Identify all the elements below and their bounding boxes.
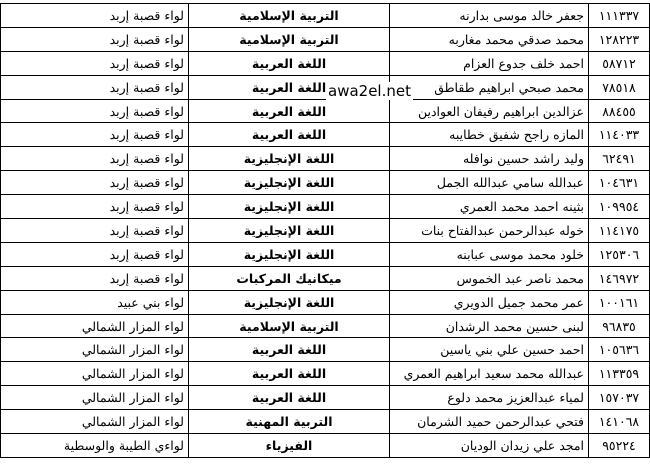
name-cell: فتحي عبدالرحمن حميد الشرمان <box>390 410 589 434</box>
id-cell: ١٠٩٩٥٤ <box>589 195 650 219</box>
district-cell: لواء قصبة إربد <box>1 195 189 219</box>
specialization-cell: التربية المهنية <box>189 410 390 434</box>
table-row <box>1 75 650 99</box>
table-row <box>1 4 650 28</box>
id-cell: ٧٨٥١٨ <box>589 75 650 99</box>
district-cell: لواء قصبة إربد <box>1 219 189 243</box>
id-cell: ١١٤١٧٥ <box>589 219 650 243</box>
specialization-cell: اللغة العربية <box>189 123 390 147</box>
name-cell: عبدالله محمد سعيد ابراهيم العمري <box>390 362 589 386</box>
table-row <box>1 314 650 338</box>
table-row <box>1 386 650 410</box>
district-cell: لواء قصبة إربد <box>1 171 189 195</box>
name-cell: احمد حسين علي بني ياسين <box>390 338 589 362</box>
specialization-cell: التربية الإسلامية <box>189 27 390 51</box>
specialization-cell: اللغة العربية <box>189 51 390 75</box>
district-cell: لواء المزار الشمالي <box>1 386 189 410</box>
table-row <box>1 147 650 171</box>
specialization-cell: اللغة الإنجليزية <box>189 242 390 266</box>
table-row <box>1 362 650 386</box>
district-cell: لواءي الطيبة والوسطية <box>1 434 189 458</box>
table-row <box>1 99 650 123</box>
name-cell: محمد ناصر عبد الخموس <box>390 266 589 290</box>
name-cell: عمر محمد جميل الدويري <box>390 290 589 314</box>
specialization-cell: اللغة العربية <box>189 386 390 410</box>
district-cell: لواء قصبة إربد <box>1 147 189 171</box>
id-cell: ١٠٤٦٣١ <box>589 171 650 195</box>
table-row <box>1 123 650 147</box>
name-cell: لمياء عبدالعزيز محمد دلوع <box>390 386 589 410</box>
id-cell: ١٠٠١٦١ <box>589 290 650 314</box>
district-cell: لواء قصبة إربد <box>1 242 189 266</box>
name-cell: عزالدين ابراهيم رفيفان العوادين <box>390 99 589 123</box>
district-cell: لواء المزار الشمالي <box>1 338 189 362</box>
name-cell: محمد صدقي محمد مغاربه <box>390 27 589 51</box>
name-cell: خوله عبدالرحمن عبدالفتاح بنات <box>390 219 589 243</box>
district-cell: لواء المزار الشمالي <box>1 314 189 338</box>
table-body <box>1 4 650 458</box>
district-cell: لواء المزار الشمالي <box>1 410 189 434</box>
table-row <box>1 434 650 458</box>
table-row <box>1 242 650 266</box>
specialization-cell: اللغة الإنجليزية <box>189 171 390 195</box>
id-cell: ٩٦٨٣٥ <box>589 314 650 338</box>
specialization-cell: الفيزياء <box>189 434 390 458</box>
name-cell: محمد صبحي ابراهيم طقاطق <box>390 75 589 99</box>
watermark: awa2el.net <box>328 82 411 100</box>
specialization-cell: اللغة الإنجليزية <box>189 290 390 314</box>
table-row <box>1 171 650 195</box>
district-cell: لواء قصبة إربد <box>1 51 189 75</box>
district-cell: لواء قصبة إربد <box>1 123 189 147</box>
table-row <box>1 51 650 75</box>
table-row <box>1 266 650 290</box>
name-cell: جعفر خالد موسى بدارنه <box>390 4 589 28</box>
id-cell: ٩٥٢٢٤ <box>589 434 650 458</box>
table-row <box>1 338 650 362</box>
id-cell: ٦٢٤٩١ <box>589 147 650 171</box>
district-cell: لواء قصبة إربد <box>1 27 189 51</box>
id-cell: ١٥٧٠٣٧ <box>589 386 650 410</box>
district-cell: لواء قصبة إربد <box>1 4 189 28</box>
specialization-cell: اللغة العربية <box>189 99 390 123</box>
id-cell: ١٢٨٢٢٣ <box>589 27 650 51</box>
specialization-cell: التربية الإسلامية <box>189 4 390 28</box>
table-row <box>1 195 650 219</box>
specialization-cell: اللغة العربية <box>189 338 390 362</box>
name-cell: خلود محمد موسى عبابنه <box>390 242 589 266</box>
name-cell: وليد راشد حسين نوافله <box>390 147 589 171</box>
name-cell: بثينه احمد محمد العمري <box>390 195 589 219</box>
table-row <box>1 219 650 243</box>
district-cell: لواء قصبة إربد <box>1 266 189 290</box>
specialization-cell: اللغة العربية <box>189 362 390 386</box>
id-cell: ١٤٦٩٧٢ <box>589 266 650 290</box>
district-cell: لواء المزار الشمالي <box>1 362 189 386</box>
name-cell: احمد خلف جدوع العزام <box>390 51 589 75</box>
name-cell: عبدالله سامي عبدالله الجمل <box>390 171 589 195</box>
specialization-cell: اللغة الإنجليزية <box>189 147 390 171</box>
specialization-cell: ميكانيك المركبات <box>189 266 390 290</box>
id-cell: ٥٨٧١٢ <box>589 51 650 75</box>
id-cell: ١٠٥٦٣٦ <box>589 338 650 362</box>
name-cell: لبنى حسين محمد الرشدان <box>390 314 589 338</box>
candidates-table <box>0 3 650 458</box>
table-row <box>1 410 650 434</box>
id-cell: ١٤١٠٦٨ <box>589 410 650 434</box>
specialization-cell: اللغة الإنجليزية <box>189 195 390 219</box>
table-row <box>1 290 650 314</box>
specialization-cell: اللغة العربية <box>189 75 390 99</box>
specialization-cell: اللغة الإنجليزية <box>189 219 390 243</box>
name-cell: امجد علي زيدان الوديان <box>390 434 589 458</box>
id-cell: ١١٤٠٣٣ <box>589 123 650 147</box>
name-cell: المازه راجح شفيق خطايبه <box>390 123 589 147</box>
specialization-cell: التربية الإسلامية <box>189 314 390 338</box>
table-row <box>1 27 650 51</box>
district-cell: لواء قصبة إربد <box>1 99 189 123</box>
district-cell: لواء قصبة إربد <box>1 75 189 99</box>
id-cell: ١١١٣٣٧ <box>589 4 650 28</box>
id-cell: ١٢٥٣٠٦ <box>589 242 650 266</box>
district-cell: لواء بني عبيد <box>1 290 189 314</box>
id-cell: ١١٣٣٥٩ <box>589 362 650 386</box>
id-cell: ٨٨٤٥٥ <box>589 99 650 123</box>
